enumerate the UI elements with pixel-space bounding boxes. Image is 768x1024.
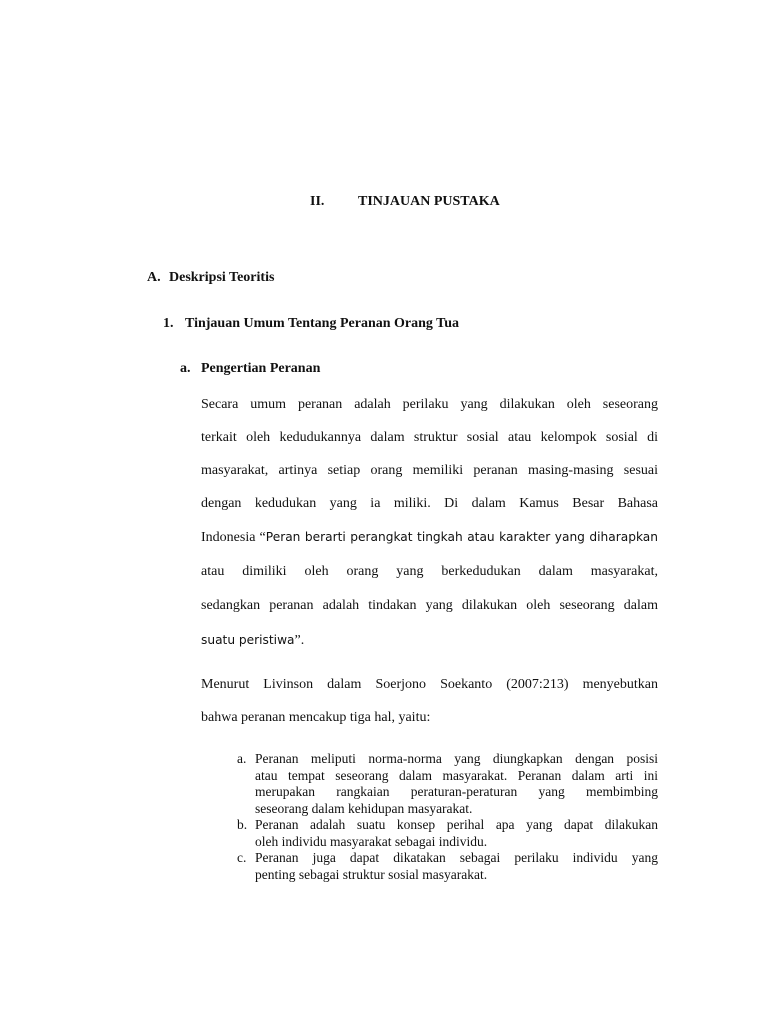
paragraph-line: Menurut Livinson dalam Soerjono Soekanto (2007:213) menyebutkan <box>201 677 658 692</box>
paragraph-line: masyarakat, artinya setiap orang memiliki peranan masing-masing sesuai <box>201 463 658 478</box>
list-item <box>237 817 658 850</box>
list-line: merupakan rangkaian peraturan-peraturan yang membimbing <box>255 784 658 799</box>
chapter-title: TINJAUAN PUSTAKA <box>358 194 500 209</box>
list-line: Peranan juga dapat dikatakan sebagai perilaku individu yang <box>255 850 658 865</box>
paragraph-line: terkait oleh kedudukannya dalam struktur sosial atau kelompok sosial di <box>201 430 658 445</box>
list-line: seseorang dalam kehidupan masyarakat. <box>255 800 473 816</box>
paragraph-line: Secara umum peranan adalah perilaku yang dilakukan oleh seseorang <box>201 397 658 412</box>
quote-sans-part: Peran berarti perangkat tingkah atau karakter yang diharapkan <box>265 530 658 544</box>
list-marker: c. <box>237 850 247 865</box>
subsection-heading <box>163 316 459 332</box>
list-marker: a. <box>237 751 247 766</box>
section-marker: A. <box>147 270 161 285</box>
paragraph-line-serif-part: Indonesia “ <box>201 530 266 545</box>
quote-sans-part: suatu peristiwa <box>201 633 295 647</box>
paragraph-line: atau dimiliki oleh orang yang berkedudukan dalam masyarakat, <box>201 564 658 579</box>
subsubsection-marker: a. <box>180 361 191 376</box>
paragraph-line: dengan kedudukan yang ia miliki. Di dalam Kamus Besar Bahasa <box>201 496 658 511</box>
list-item <box>237 751 658 817</box>
role-list <box>237 751 658 883</box>
subsubsection-title: Pengertian Peranan <box>201 361 321 376</box>
list-line: penting sebagai struktur sosial masyarakat. <box>255 866 488 882</box>
quote-end: ”. <box>294 633 305 648</box>
chapter-number: II. <box>310 194 325 209</box>
subsubsection-heading <box>180 361 320 377</box>
subsection-marker: 1. <box>163 316 174 331</box>
section-title: Deskripsi Teoritis <box>169 270 275 285</box>
paragraph-line: bahwa peranan mencakup tiga hal, yaitu: <box>201 710 431 725</box>
section-heading <box>147 270 274 286</box>
subsection-title: Tinjauan Umum Tentang Peranan Orang Tua <box>185 316 459 331</box>
list-line: Peranan adalah suatu konsep perihal apa yang dapat dilakukan <box>255 817 658 832</box>
list-marker: b. <box>237 817 248 832</box>
paragraph-line: sedangkan peranan adalah tindakan yang dilakukan oleh seseorang dalam <box>201 598 658 613</box>
list-line: oleh individu masyarakat sebagai individu. <box>255 833 488 849</box>
chapter-heading <box>310 194 500 210</box>
list-item <box>237 850 658 883</box>
paragraph-line <box>201 631 658 649</box>
list-line: atau tempat seseorang dalam masyarakat. Peranan dalam arti ini <box>255 767 658 783</box>
list-line: Peranan meliputi norma-norma yang diungkapkan dengan posisi <box>255 751 658 766</box>
paragraph-line <box>201 528 658 546</box>
